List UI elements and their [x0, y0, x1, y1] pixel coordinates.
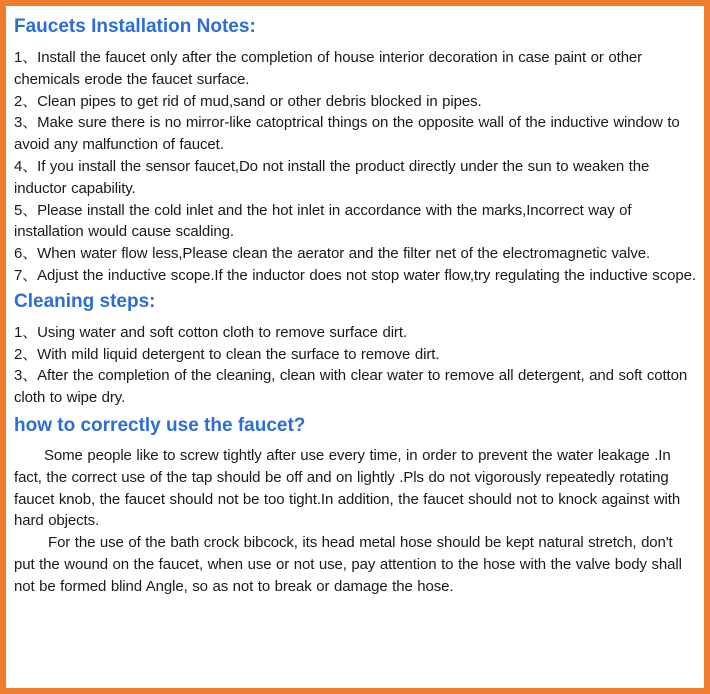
- cleaning-item: 2、With mild liquid detergent to clean the surface to remove dirt.: [14, 345, 440, 363]
- notes-panel: [6, 6, 704, 688]
- installation-item: 4、If you install the sensor faucet,Do not install the product directly under the sun to weaken the inductor capability.: [14, 157, 650, 197]
- usage-paragraph: Some people like to screw tightly after use every time, in order to prevent the water leakage .In fact, the correct use of the tap should be off and on lightly .Pls do not vigorously repeatedly rotating faucet knob, the faucet should not be too tight.In addition, the faucet should not to knock against with hard objects.: [14, 446, 681, 530]
- usage-body: [14, 445, 696, 598]
- installation-item: 2、Clean pipes to get rid of mud,sand or other debris blocked in pipes.: [14, 92, 482, 110]
- installation-item: 6、When water flow less,Please clean the aerator and the filter net of the electromagnetic valve.: [14, 245, 651, 263]
- installation-list: [14, 47, 696, 287]
- installation-heading: Faucets Installation Notes:: [14, 16, 256, 37]
- installation-item: 5、Please install the cold inlet and the hot inlet in accordance with the marks,Incorrect way of installation would cause scalding.: [14, 201, 632, 241]
- cleaning-item: 3、After the completion of the cleaning, clean with clear water to remove all detergent, and soft cotton cloth to wipe dry.: [14, 367, 688, 407]
- cleaning-list: [14, 322, 696, 409]
- installation-item: 3、Make sure there is no mirror-like catoptrical things on the opposite wall of the inductive window to avoid any malfunction of faucet.: [14, 114, 680, 154]
- installation-item: 7、Adjust the inductive scope.If the inductor does not stop water flow,try regulating the inductive scope.: [14, 266, 696, 284]
- cleaning-heading: Cleaning steps:: [14, 290, 156, 312]
- cleaning-item: 1、Using water and soft cotton cloth to remove surface dirt.: [14, 323, 407, 341]
- usage-heading: how to correctly use the faucet?: [14, 414, 306, 436]
- usage-paragraph: For the use of the bath crock bibcock, its head metal hose should be kept natural stretch, don't put the wound on the faucet, when use or not use, pay attention to the hose with the valve body shall not be formed blind Angle, so as not to break or damage the hose.: [14, 534, 682, 595]
- installation-item: 1、Install the faucet only after the completion of house interior decoration in case paint or other chemicals erode the faucet surface.: [14, 49, 643, 88]
